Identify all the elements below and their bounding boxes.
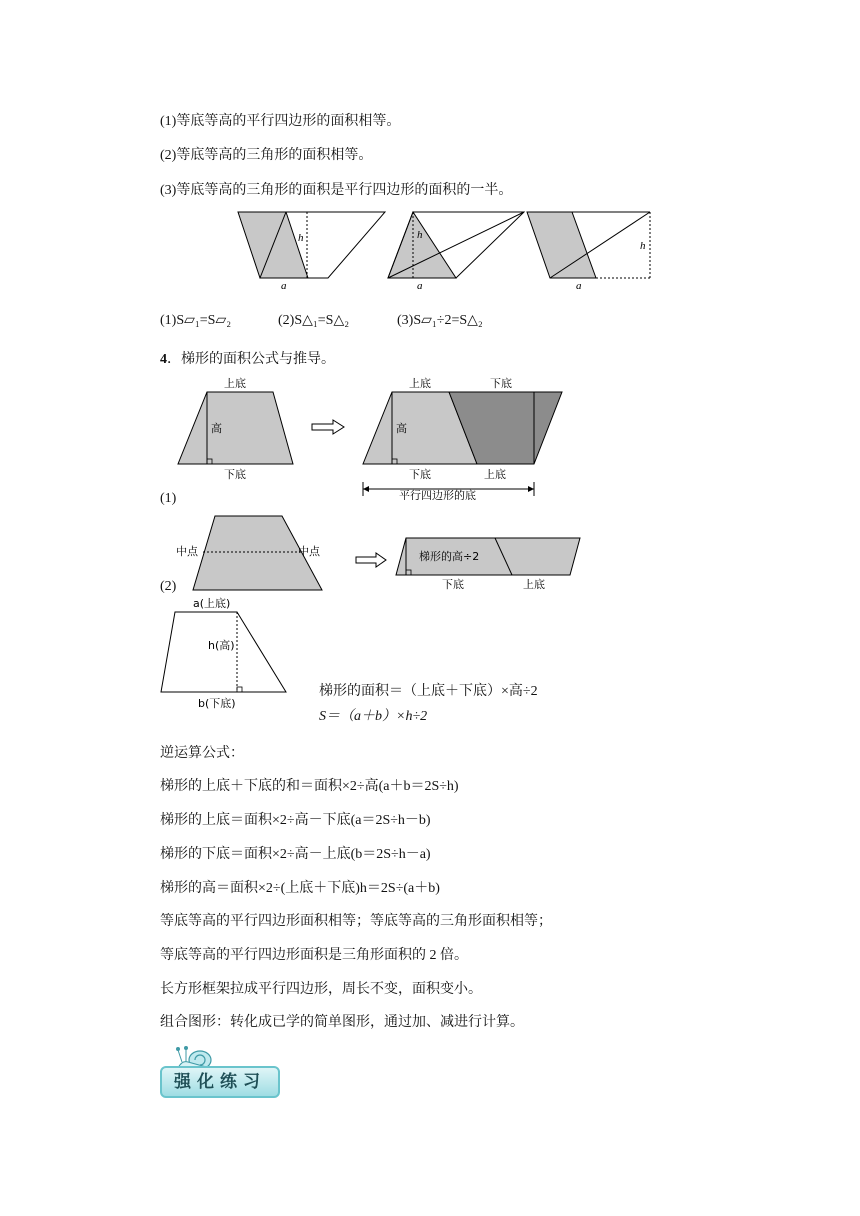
top-base-a-label: a(上底): [193, 597, 231, 610]
property-3: (3)等底等高的三角形的面积是平行四边形的面积的一半。: [160, 183, 513, 198]
section-title: ．梯形的面积公式与推导。: [167, 352, 335, 367]
height-label-b: h: [417, 229, 423, 241]
caption-2: (2)S△₁=S△₂: [278, 313, 350, 328]
summary-1: 等底等高的平行四边形面积相等；等底等高的三角形面积相等；: [160, 914, 552, 929]
arrow-icon: [312, 420, 344, 434]
height-label: 高: [211, 422, 222, 435]
height-label-2: 高: [396, 422, 407, 435]
property-2: (2)等底等高的三角形的面积相等。: [160, 148, 373, 163]
inverse-top-base: 梯形的上底＝面积×2÷高－下底(a＝2S÷h－b): [160, 813, 431, 828]
area-comparison-figures: [230, 205, 660, 295]
midpoint-left-label: 中点: [176, 545, 198, 558]
inverse-formulas-heading: 逆运算公式：: [160, 746, 244, 761]
caption-3: (3)S▱₁÷2=S△₂: [397, 313, 483, 328]
property-1: (1)等底等高的平行四边形的面积相等。: [160, 114, 401, 129]
caption-1: (1)S▱₁=S▱₂: [160, 313, 232, 328]
area-formula-words: 梯形的面积＝（上底＋下底）×高÷2: [319, 684, 538, 699]
midpoint-right-label: 中点: [298, 545, 320, 558]
shaded-parallelogram-c: [527, 212, 596, 278]
inverse-sum: 梯形的上底＋下底的和＝面积×2÷高(a＋b＝2S÷h): [160, 779, 459, 794]
bottom-base-b-label: b(下底): [198, 697, 236, 710]
base-label-c: a: [576, 280, 582, 292]
trapezoid-midline-figure: [170, 510, 590, 592]
top-base-label: 上底: [224, 377, 246, 390]
height-label-c: h: [640, 240, 646, 252]
top-base-label-bottom: 上底: [484, 468, 506, 481]
summary-2: 等底等高的平行四边形面积是三角形面积的 2 倍。: [160, 948, 468, 963]
shaded-triangle: [388, 212, 456, 278]
parallelogram-base-label: 平行四边形的底: [399, 489, 476, 500]
arrow-icon-2: [356, 553, 386, 567]
bottom-base-label-2: 下底: [409, 468, 431, 481]
practice-badge: 强化练习: [160, 1066, 280, 1098]
section-4-heading: [160, 350, 335, 370]
figure-label-2: (2): [160, 579, 177, 594]
bottom-base-label-3: 下底: [442, 578, 464, 591]
trapezoid-formula-figure: [158, 594, 308, 712]
figure-label-1: (1): [160, 491, 177, 506]
summary-4: 组合图形：转化成已学的简单图形，通过加、减进行计算。: [160, 1015, 524, 1030]
summary-3: 长方形框架拉成平行四边形，周长不变，面积变小。: [160, 982, 482, 997]
base-label: a: [281, 280, 287, 292]
trapezoid-doubling-figure: [160, 372, 580, 500]
top-base-label-2: 上底: [409, 377, 431, 390]
section-number: 4: [160, 352, 167, 367]
bottom-base-label: 下底: [224, 468, 246, 481]
height-h-label: h(高): [208, 639, 235, 652]
base-label-b: a: [417, 280, 423, 292]
bottom-base-label-top: 下底: [490, 377, 512, 390]
height-label: h: [298, 232, 304, 244]
area-formula-symbols: S＝（a＋b）×h÷2: [319, 709, 428, 724]
inverse-bottom-base: 梯形的下底＝面积×2÷高－上底(b＝2S÷h－a): [160, 847, 431, 862]
half-height-label: 梯形的高÷2: [419, 550, 480, 563]
inverse-height: 梯形的高＝面积×2÷(上底＋下底)h＝2S÷(a＋b): [160, 881, 440, 896]
top-base-label-3: 上底: [523, 578, 545, 591]
